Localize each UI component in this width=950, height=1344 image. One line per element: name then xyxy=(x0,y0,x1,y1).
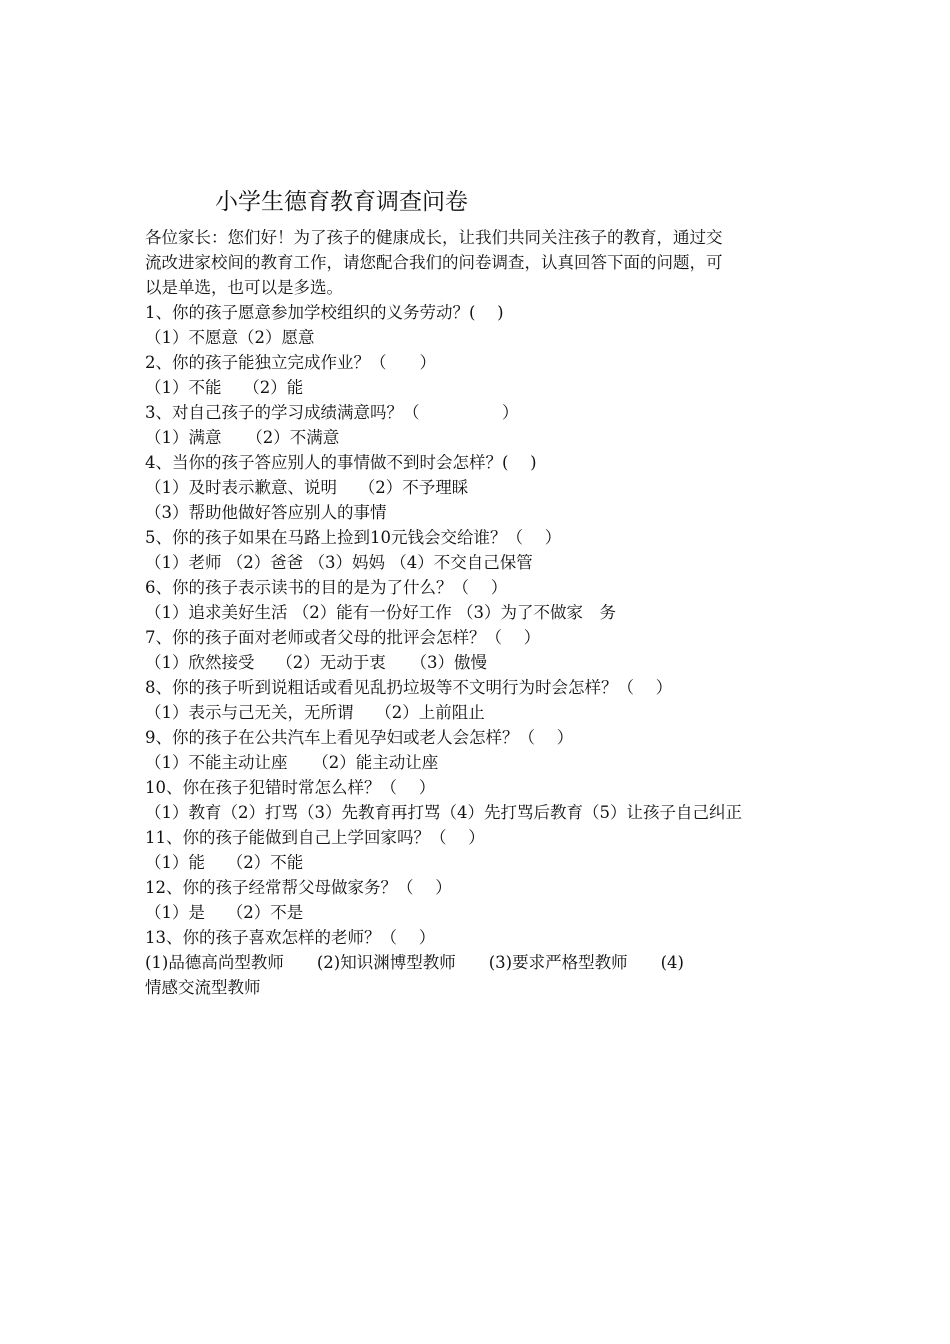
question-3-options: （1）满意 （2）不满意 xyxy=(145,428,340,447)
question-5-options: （1）老师 （2）爸爸 （3）妈妈 （4）不交自己保管 xyxy=(145,553,533,572)
question-2: 2、你的孩子能独立完成作业？（ ） xyxy=(145,353,436,372)
question-10-options: （1）教育（2）打骂（3）先教育再打骂（4）先打骂后教育（5）让孩子自己纠正 xyxy=(145,803,742,822)
question-4-options: （1）及时表示歉意、说明 （2）不予理睬 xyxy=(145,478,469,497)
page-title: 小学生德育教育调查问卷 xyxy=(215,189,468,215)
question-6: 6、你的孩子表示读书的目的是为了什么？（ ） xyxy=(145,578,508,597)
question-13-options: (1)品德高尚型教师 (2)知识渊博型教师 (3)要求严格型教师 (4) xyxy=(145,953,684,972)
question-12: 12、你的孩子经常帮父母做家务？（ ） xyxy=(145,878,452,897)
question-11: 11、你的孩子能做到自己上学回家吗？（ ） xyxy=(145,828,485,847)
question-10: 10、你在孩子犯错时常怎么样？（ ） xyxy=(145,778,436,797)
question-8-options: （1）表示与己无关，无所谓 （2）上前阻止 xyxy=(145,703,485,722)
question-5: 5、你的孩子如果在马路上捡到10元钱会交给谁？（ ） xyxy=(145,528,562,547)
intro-line: 以是单选，也可以是多选。 xyxy=(145,278,343,297)
question-13: 13、你的孩子喜欢怎样的老师？（ ） xyxy=(145,928,436,947)
question-13-options-extra: 情感交流型教师 xyxy=(145,978,261,997)
intro-line: 流改进家校间的教育工作，请您配合我们的问卷调查，认真回答下面的问题，可 xyxy=(145,253,723,272)
question-4: 4、当你的孩子答应别人的事情做不到时会怎样？( ) xyxy=(145,453,537,472)
question-1-options: （1）不愿意（2）愿意 xyxy=(145,328,315,347)
question-4-options-extra: （3）帮助他做好答应别人的事情 xyxy=(145,503,387,522)
question-7: 7、你的孩子面对老师或者父母的批评会怎样？（ ） xyxy=(145,628,541,647)
question-1: 1、你的孩子愿意参加学校组织的义务劳动？( ) xyxy=(145,303,504,322)
question-3: 3、对自己孩子的学习成绩满意吗？（ ） xyxy=(145,403,519,422)
question-6-options: （1）追求美好生活 （2）能有一份好工作 （3）为了不做家 务 xyxy=(145,603,616,622)
question-7-options: （1）欣然接受 （2）无动于衷 （3）傲慢 xyxy=(145,653,487,672)
intro-line: 各位家长：您们好！为了孩子的健康成长，让我们共同关注孩子的教育，通过交 xyxy=(145,228,723,247)
question-9-options: （1）不能主动让座 （2）能主动让座 xyxy=(145,753,439,772)
question-2-options: （1）不能 （2）能 xyxy=(145,378,304,397)
question-11-options: （1）能 （2）不能 xyxy=(145,853,304,872)
intro-paragraph xyxy=(145,225,815,300)
question-9: 9、你的孩子在公共汽车上看见孕妇或老人会怎样？（ ） xyxy=(145,728,574,747)
question-12-options: （1）是 （2）不是 xyxy=(145,903,304,922)
question-8: 8、你的孩子听到说粗话或看见乱扔垃圾等不文明行为时会怎样？（ ） xyxy=(145,678,673,697)
